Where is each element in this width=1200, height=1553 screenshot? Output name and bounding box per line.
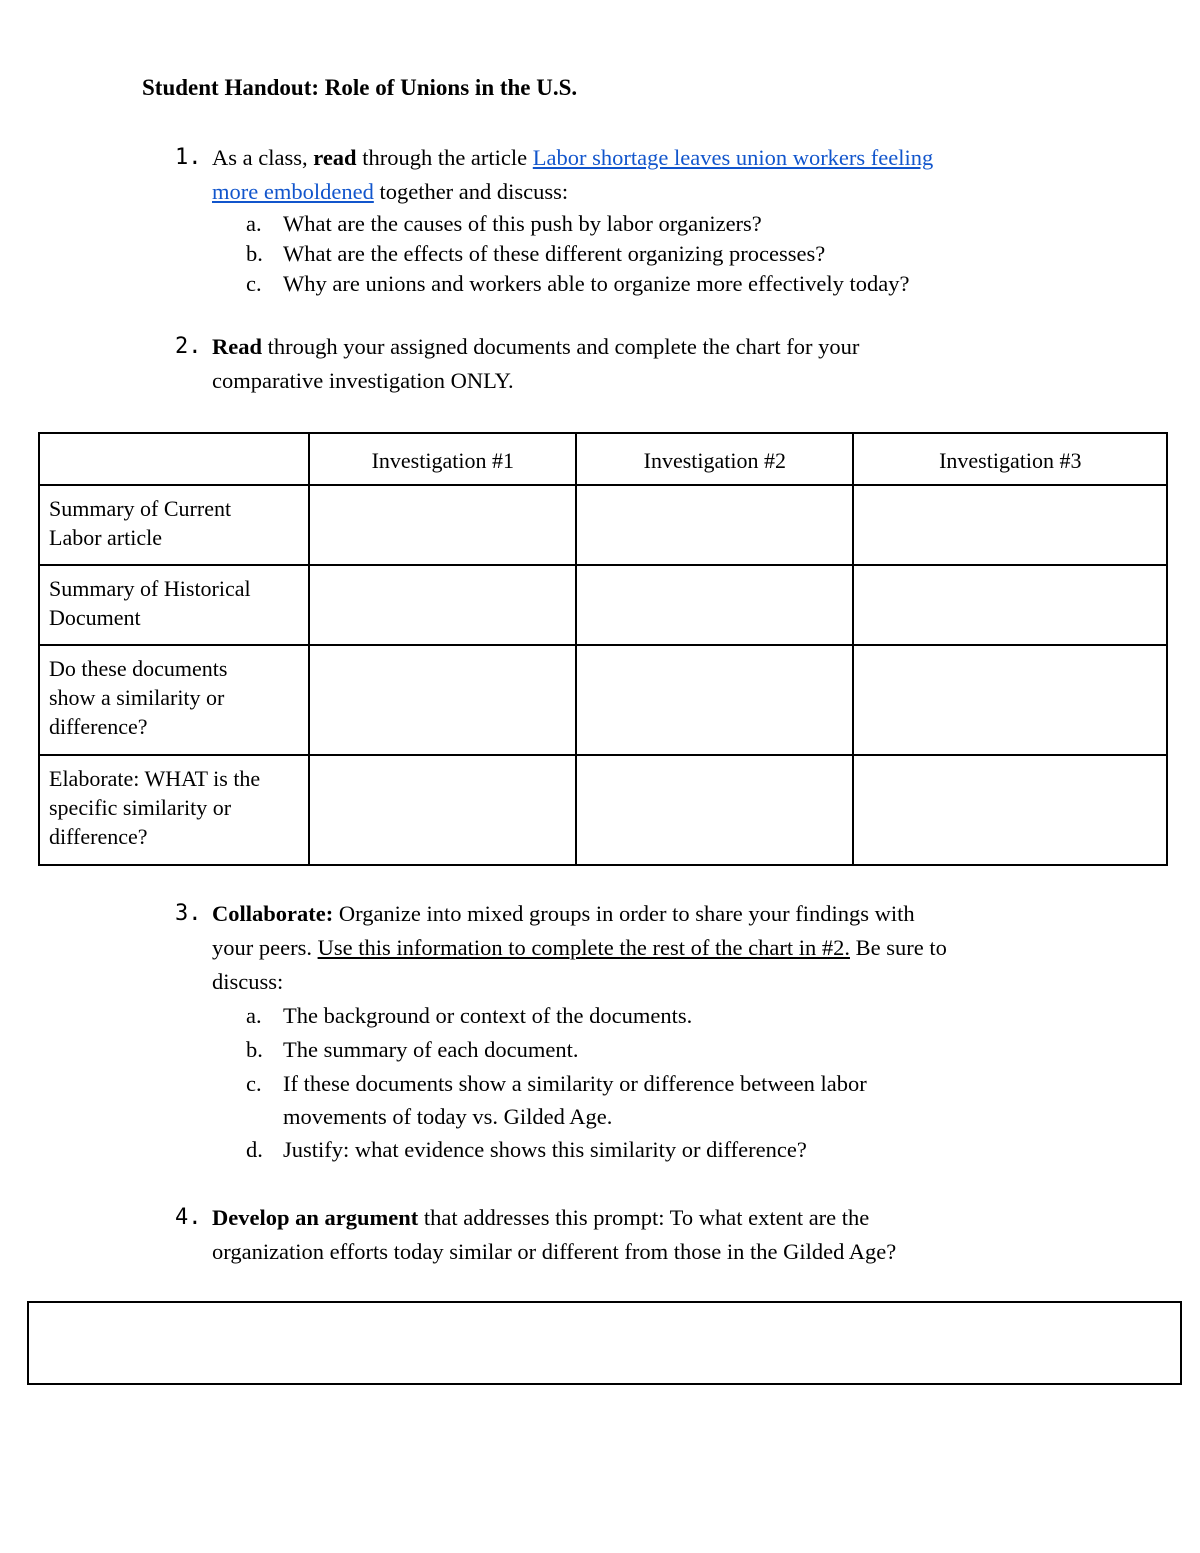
list-text: Why are unions and workers able to organize more effectively today? bbox=[283, 271, 910, 296]
table-cell[interactable] bbox=[853, 755, 1167, 865]
table-row bbox=[39, 485, 1167, 565]
row-label bbox=[39, 755, 309, 865]
list-letter: a. bbox=[246, 211, 262, 236]
list-item bbox=[212, 1133, 1072, 1167]
question-1-prompt-line2 bbox=[212, 175, 1072, 209]
list-item bbox=[212, 999, 1072, 1033]
question-3-prompt bbox=[212, 897, 1072, 931]
prompt-text: through the article bbox=[356, 145, 533, 170]
list-text: What are the effects of these different organizing processes? bbox=[283, 241, 826, 266]
question-3 bbox=[175, 897, 1072, 1167]
list-text: Justify: what evidence shows this similarity or difference? bbox=[283, 1137, 807, 1162]
prompt-bold: Develop an argument bbox=[212, 1205, 419, 1230]
table-cell[interactable] bbox=[853, 565, 1167, 645]
investigation-chart bbox=[38, 432, 1168, 866]
list-text: If these documents show a similarity or difference between labor bbox=[283, 1071, 867, 1096]
list-letter: c. bbox=[246, 271, 262, 296]
table-cell[interactable] bbox=[853, 485, 1167, 565]
list-letter: b. bbox=[246, 1037, 263, 1062]
list-letter: b. bbox=[246, 241, 263, 266]
prompt-text: Be sure to bbox=[849, 935, 947, 960]
prompt-bold: Collaborate: bbox=[212, 901, 334, 926]
row-label-line: Document bbox=[49, 605, 141, 630]
row-label-line: Do these documents bbox=[49, 656, 228, 681]
prompt-text: that addresses this prompt: To what extent are the bbox=[418, 1205, 870, 1230]
question-3-prompt-line3: discuss: bbox=[212, 969, 284, 994]
list-text: The summary of each document. bbox=[283, 1037, 579, 1062]
row-label-line: Elaborate: WHAT is the bbox=[49, 766, 261, 791]
question-2 bbox=[175, 330, 1072, 398]
question-2-prompt bbox=[212, 330, 1072, 364]
question-1-prompt bbox=[212, 141, 1072, 175]
row-label-line: Labor article bbox=[49, 525, 162, 550]
table-header-cell: Investigation #1 bbox=[309, 433, 577, 485]
list-item bbox=[212, 1033, 1072, 1067]
row-label bbox=[39, 645, 309, 755]
table-header-cell: Investigation #3 bbox=[853, 433, 1167, 485]
row-label-line: Summary of Historical bbox=[49, 576, 251, 601]
table-row bbox=[39, 755, 1167, 865]
list-letter: a. bbox=[246, 1003, 262, 1028]
prompt-underlined: Use this information to complete the rest of the chart in #2. bbox=[317, 935, 850, 960]
table-cell[interactable] bbox=[576, 485, 853, 565]
list-item bbox=[212, 269, 1072, 299]
prompt-bold: Read bbox=[212, 334, 262, 359]
table-cell[interactable] bbox=[576, 565, 853, 645]
list-text: What are the causes of this push by labor organizers? bbox=[283, 211, 762, 236]
row-label-line: Summary of Current bbox=[49, 496, 232, 521]
question-number: 3. bbox=[175, 901, 202, 926]
list-letter: c. bbox=[246, 1071, 262, 1096]
table-cell[interactable] bbox=[309, 565, 577, 645]
prompt-text: Organize into mixed groups in order to share your findings with bbox=[333, 901, 915, 926]
question-2-prompt-line2: comparative investigation ONLY. bbox=[212, 368, 514, 393]
row-label bbox=[39, 565, 309, 645]
list-letter: d. bbox=[246, 1137, 263, 1162]
page-title: Student Handout: Role of Unions in the U.S. bbox=[142, 75, 578, 100]
article-link[interactable]: Labor shortage leaves union workers feeling bbox=[532, 145, 934, 170]
row-label-line: difference? bbox=[49, 714, 148, 739]
question-4 bbox=[175, 1201, 1072, 1269]
row-label-line: show a similarity or bbox=[49, 685, 225, 710]
table-header-row bbox=[39, 433, 1167, 485]
list-item bbox=[212, 239, 1072, 269]
table-header-cell: Investigation #2 bbox=[576, 433, 853, 485]
prompt-text: your peers. bbox=[212, 935, 318, 960]
table-cell[interactable] bbox=[309, 485, 577, 565]
table-header-cell bbox=[39, 433, 309, 485]
list-text: The background or context of the documents. bbox=[283, 1003, 693, 1028]
prompt-text: As a class, bbox=[212, 145, 314, 170]
question-3-prompt-line2 bbox=[212, 931, 1072, 965]
prompt-text: together and discuss: bbox=[373, 179, 569, 204]
row-label-line: difference? bbox=[49, 824, 148, 849]
list-item bbox=[212, 1067, 1072, 1133]
question-4-prompt bbox=[212, 1201, 1072, 1235]
article-link-continued[interactable]: more emboldened bbox=[212, 179, 374, 204]
table-cell[interactable] bbox=[576, 755, 853, 865]
question-number: 4. bbox=[175, 1205, 202, 1230]
list-text: movements of today vs. Gilded Age. bbox=[283, 1104, 613, 1129]
table-cell[interactable] bbox=[576, 645, 853, 755]
table-cell[interactable] bbox=[853, 645, 1167, 755]
question-4-prompt-line2: organization efforts today similar or different from those in the Gilded Age? bbox=[212, 1239, 897, 1264]
argument-answer-box[interactable] bbox=[27, 1301, 1182, 1385]
question-number: 2. bbox=[175, 334, 202, 359]
table-cell[interactable] bbox=[309, 755, 577, 865]
question-number: 1. bbox=[175, 145, 202, 170]
list-item bbox=[212, 209, 1072, 239]
prompt-text: through your assigned documents and complete the chart for your bbox=[262, 334, 860, 359]
row-label-line: specific similarity or bbox=[49, 795, 232, 820]
table-cell[interactable] bbox=[309, 645, 577, 755]
table-row bbox=[39, 565, 1167, 645]
prompt-bold: read bbox=[313, 145, 357, 170]
question-1 bbox=[175, 141, 1072, 299]
table-row bbox=[39, 645, 1167, 755]
row-label bbox=[39, 485, 309, 565]
